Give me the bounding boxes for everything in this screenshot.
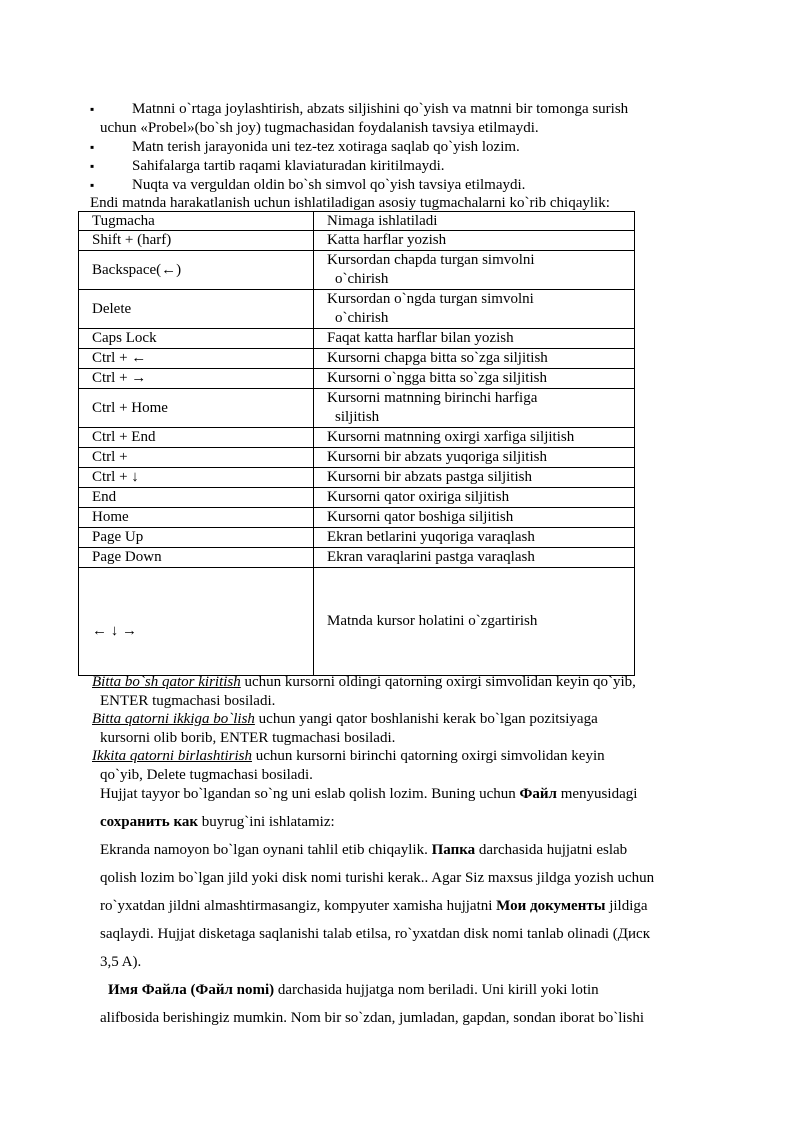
body-line: [100, 892, 710, 920]
text: buyrug`ini ishlatamiz:: [198, 814, 335, 830]
action-cell: Kursorni qator oxiriga siljitish: [314, 488, 635, 508]
action-line-2: o`chirish: [335, 271, 389, 287]
key-cell: Ctrl +: [79, 448, 314, 468]
bullet-text: Matnni o`rtaga joylashtirish, abzats siljishini qo`yish va matnni bir tomonga surish: [132, 101, 629, 117]
paragraph-lead: Bitta qatorni ikkiga bo`lish: [92, 711, 255, 727]
paragraph-cont: qo`yib, Delete tugmachasi bosiladi.: [100, 767, 313, 783]
bullet-item: [90, 157, 690, 176]
paragraph-text: uchun kursorni oldingi qatorning oxirgi simvolidan keyin qo`yib,: [240, 674, 636, 690]
table-row: [79, 349, 635, 369]
key-cell: Caps Lock: [79, 329, 314, 349]
text: darchasida hujjatga nom beriladi. Uni kirill yoki lotin: [274, 982, 599, 998]
key-cell: Backspace(←): [79, 251, 314, 290]
bold-text: Папка: [431, 842, 476, 858]
keys-table: [78, 211, 635, 676]
body-text: [100, 780, 710, 1032]
bold-text: Имя Файла (Файл nomi): [108, 982, 275, 998]
body-line: alifbosida berishingiz mumkin. Nom bir so`zdan, jumladan, gapdan, sondan iborat bo`lishi: [100, 1010, 645, 1026]
body-line: [100, 836, 710, 864]
bullet-text: Sahifalarga tartib raqami klaviaturadan kiritilmaydi.: [132, 158, 445, 174]
body-line: qolish lozim bo`lgan jild yoki disk nomi turishi kerak.. Agar Siz maxsus jildga yozish uchun: [100, 870, 655, 886]
header-action: Nimaga ishlatiladi: [314, 212, 635, 231]
bold-text: Файл: [519, 786, 557, 802]
body-line: 3,5 A).: [100, 954, 142, 970]
table-row: [79, 329, 635, 349]
bullet-item: [90, 176, 690, 195]
action-line: Kursordan o`ngda turgan simvolni: [327, 291, 534, 307]
text: menyusidagi: [556, 786, 638, 802]
body-line: saqlaydi. Hujjat disketaga saqlanishi talab etilsa, ro`yxatdan disk nomi tanlab olinadi (Диск: [100, 926, 650, 942]
body-line: [100, 808, 710, 836]
key-cell: Ctrl + Home: [79, 389, 314, 428]
paragraph-text: uchun kursorni birinchi qatorning oxirgi simvolidan keyin: [252, 748, 605, 764]
body-line: [100, 976, 710, 1004]
action-cell: [314, 389, 635, 428]
table-row: [79, 251, 635, 290]
table-row: [79, 528, 635, 548]
table-row: [79, 488, 635, 508]
key-cell: ← ↓ →: [79, 568, 314, 676]
action-cell: [314, 251, 635, 290]
key-cell: Ctrl + →: [79, 369, 314, 389]
key-cell: Ctrl + End: [79, 428, 314, 448]
text: Ekranda namoyon bo`lgan oynani tahlil etib chiqaylik.: [100, 842, 432, 858]
paragraph-cont: kursorni olib borib, ENTER tugmachasi bosiladi.: [100, 730, 396, 746]
paragraph: [92, 710, 712, 748]
table-row: [79, 508, 635, 528]
text: ro`yxatdan jildni almashtirmasangiz, kompyuter xamisha hujjatni: [100, 898, 497, 914]
table-row: [79, 389, 635, 428]
bullet-marker: ▪: [90, 159, 95, 173]
action-cell: Kursorni o`ngga bitta so`zga siljitish: [314, 369, 635, 389]
paragraph-lead: Bitta bo`sh qator kiritish: [92, 674, 241, 690]
body-line: [100, 780, 710, 808]
action-cell: Kursorni matnning oxirgi xarfiga siljitish: [314, 428, 635, 448]
key-cell: Page Down: [79, 548, 314, 568]
key-cell: Delete: [79, 290, 314, 329]
action-cell: Kursorni bir abzats pastga siljitish: [314, 468, 635, 488]
table-row: [79, 568, 635, 676]
bullet-marker: ▪: [90, 178, 95, 192]
key-cell: End: [79, 488, 314, 508]
header-key: Tugmacha: [79, 212, 314, 231]
table-row: [79, 448, 635, 468]
table-row: [79, 468, 635, 488]
key-cell: Home: [79, 508, 314, 528]
action-line: Kursordan chapda turgan simvolni: [327, 252, 535, 268]
action-cell: Kursorni bir abzats yuqoriga siljitish: [314, 448, 635, 468]
action-line: Kursorni matnning birinchi harfiga: [327, 390, 538, 406]
paragraph-cont: ENTER tugmachasi bosiladi.: [100, 693, 276, 709]
paragraph-lead: Ikkita qatorni birlashtirish: [92, 748, 253, 764]
action-cell: Ekran betlarini yuqoriga varaqlash: [314, 528, 635, 548]
paragraph-text: uchun yangi qator boshlanishi kerak bo`lgan pozitsiyaga: [254, 711, 598, 727]
bullet-marker: ▪: [90, 102, 95, 116]
action-line-2: o`chirish: [335, 310, 389, 326]
action-cell: Matnda kursor holatini o`zgartirish: [314, 568, 635, 676]
table-row: [79, 369, 635, 389]
bold-text: сохранить как: [100, 814, 199, 830]
bullet-text: Matn terish jarayonida uni tez-tez xotiraga saqlab qo`yish lozim.: [132, 139, 520, 155]
text: jildiga: [605, 898, 648, 914]
bullet-marker: ▪: [90, 140, 95, 154]
key-cell: Page Up: [79, 528, 314, 548]
table-row: [79, 231, 635, 251]
table-row: [79, 548, 635, 568]
action-cell: Faqat katta harflar bilan yozish: [314, 329, 635, 349]
key-cell: Shift + (harf): [79, 231, 314, 251]
table-row: [79, 428, 635, 448]
action-cell: Kursorni chapga bitta so`zga siljitish: [314, 349, 635, 369]
action-cell: Ekran varaqlarini pastga varaqlash: [314, 548, 635, 568]
bullet-list: [90, 100, 690, 195]
text: darchasida hujjatni eslab: [475, 842, 628, 858]
bullet-item: [90, 138, 690, 157]
key-cell: Ctrl + ←: [79, 349, 314, 369]
paragraph: [92, 673, 712, 711]
bold-text: Мои документы: [496, 898, 606, 914]
table-intro: Endi matnda harakatlanish uchun ishlatiladigan asosiy tugmachalarni ko`rib chiqaylik:: [90, 195, 610, 211]
bullet-item: [90, 100, 690, 138]
action-line-2: siljitish: [335, 409, 380, 425]
key-cell: Ctrl + ↓: [79, 468, 314, 488]
bullet-text: Nuqta va verguldan oldin bo`sh simvol qo`yish tavsiya etilmaydi.: [132, 177, 526, 193]
action-cell: [314, 290, 635, 329]
action-cell: Katta harflar yozish: [314, 231, 635, 251]
action-cell: Kursorni qator boshiga siljitish: [314, 508, 635, 528]
table-row: [79, 290, 635, 329]
table-header-row: [79, 212, 635, 231]
bullet-text-cont: uchun «Probel»(bo`sh joy) tugmachasidan foydalanish tavsiya etilmaydi.: [100, 120, 539, 136]
text: Hujjat tayyor bo`lgandan so`ng uni eslab qolish lozim. Buning uchun: [100, 786, 520, 802]
